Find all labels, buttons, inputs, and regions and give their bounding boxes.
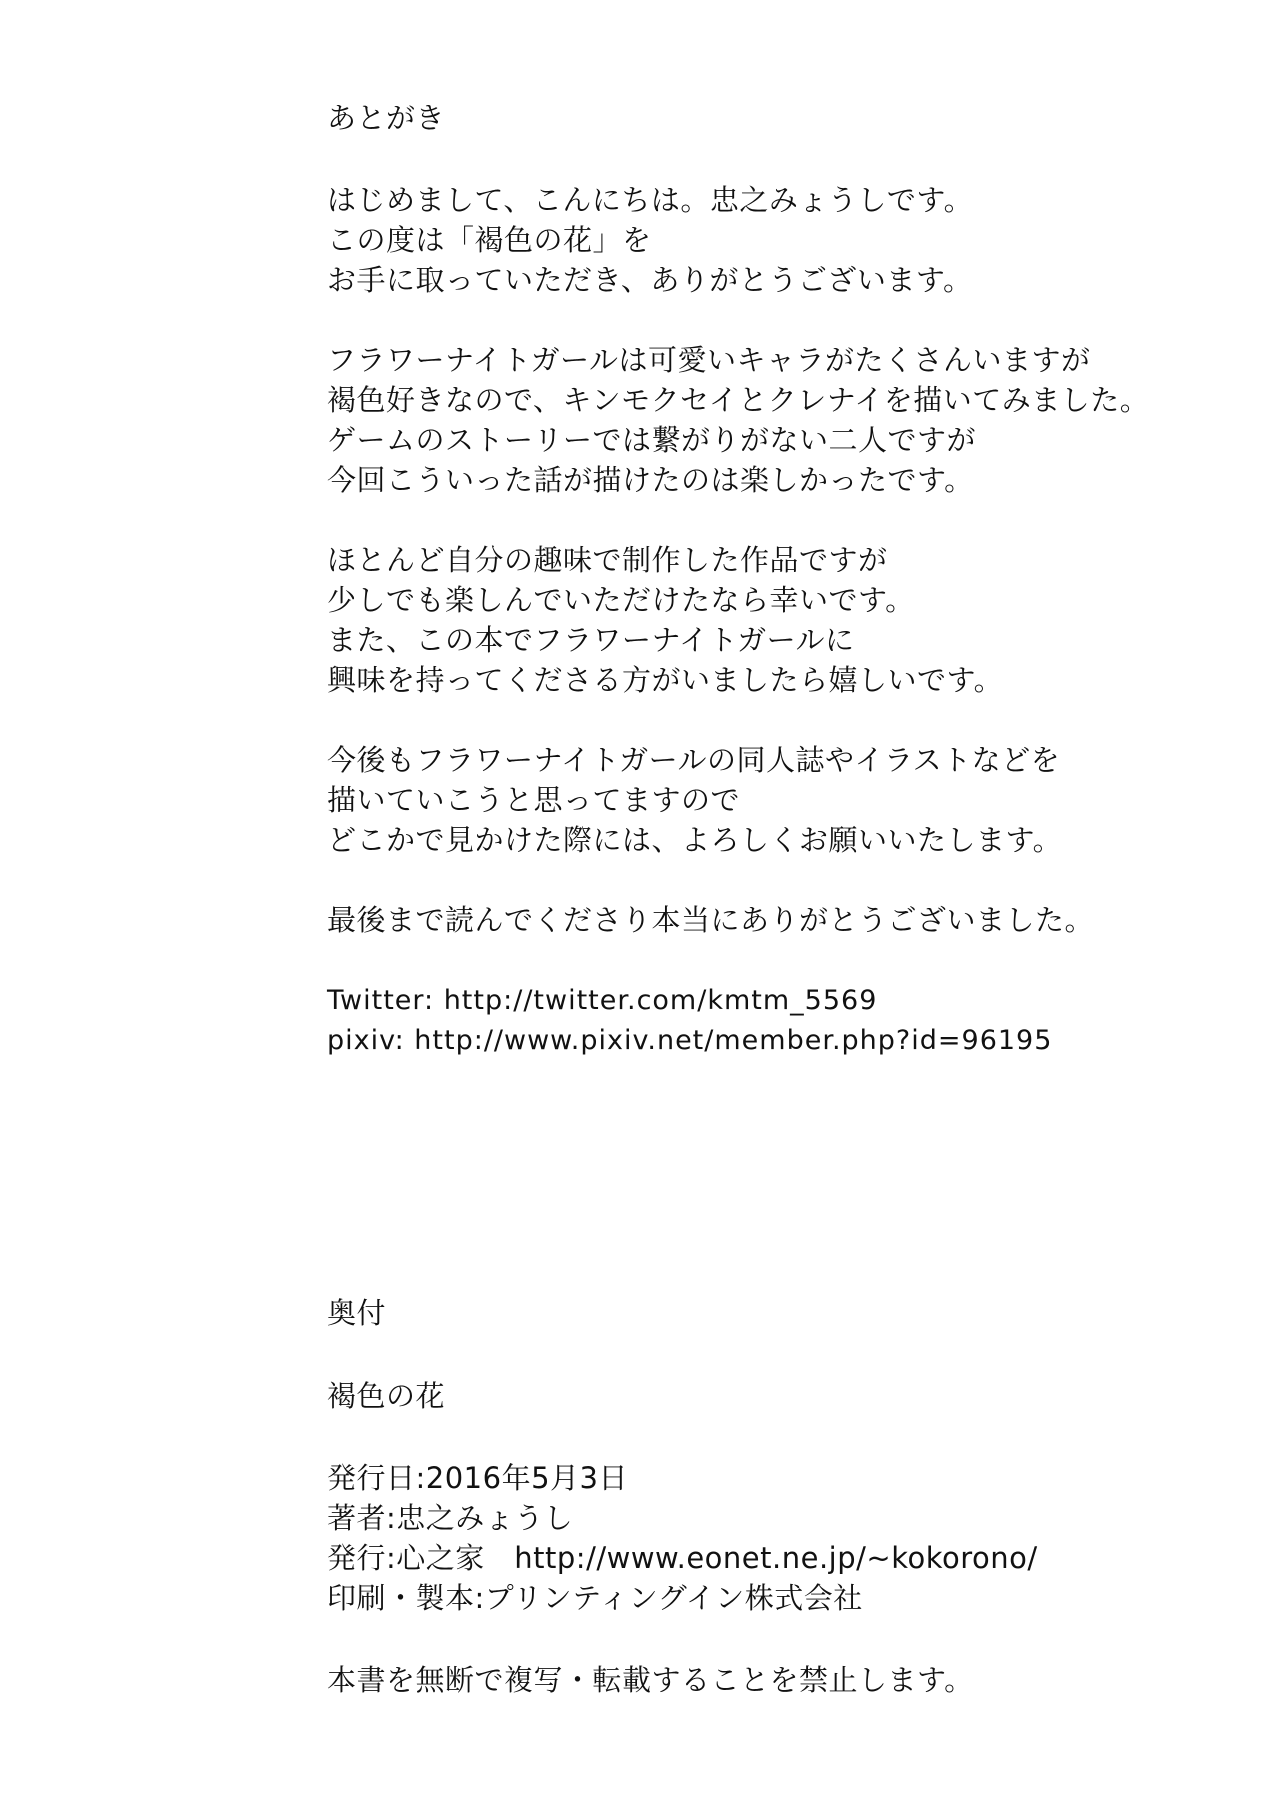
afterword-line: 今回こういった話が描けたのは楽しかったです。	[327, 463, 974, 497]
afterword-line: ほとんど自分の趣味で制作した作品ですが	[327, 543, 888, 577]
afterword-line: 褐色好きなので、キンモクセイとクレナイを描いてみました。	[327, 383, 1150, 417]
colophon-printer: 印刷・製本:プリンティングイン株式会社	[327, 1581, 863, 1615]
afterword-line: 興味を持ってくださる方がいましたら嬉しいです。	[327, 663, 1004, 697]
colophon-title: 褐色の花	[327, 1379, 446, 1413]
afterword-line: フラワーナイトガールは可愛いキャラがたくさんいますが	[327, 343, 1091, 377]
colophon-publish-date: 発行日:2016年5月3日	[327, 1461, 628, 1495]
afterword-line: はじめまして、こんにちは。忠之みょうしです。	[327, 183, 974, 217]
twitter-link-text: Twitter: http://twitter.com/kmtm_5569	[327, 985, 878, 1016]
afterword-line: どこかで見かけた際には、よろしくお願いいたします。	[327, 823, 1063, 857]
colophon-notice: 本書を無断で複写・転載することを禁止します。	[327, 1663, 974, 1697]
colophon-heading: 奥付	[327, 1296, 387, 1330]
afterword-heading: あとがき	[327, 101, 446, 135]
colophon-author: 著者:忠之みょうし	[327, 1501, 574, 1535]
afterword-line: 描いていこうと思ってますので	[327, 783, 741, 817]
colophon-publisher: 発行:心之家 http://www.eonet.ne.jp/~kokorono/	[327, 1541, 1038, 1575]
afterword-line: この度は「褐色の花」を	[327, 223, 652, 257]
afterword-line: 今後もフラワーナイトガールの同人誌やイラストなどを	[327, 743, 1061, 777]
pixiv-link-text: pixiv: http://www.pixiv.net/member.php?id=96195	[327, 1025, 1053, 1056]
afterword-closing: 最後まで読んでくださり本当にありがとうございました。	[327, 903, 1095, 937]
afterword-line: お手に取っていただき、ありがとうございます。	[327, 263, 973, 297]
afterword-line: 少しでも楽しんでいただけたなら幸いです。	[327, 583, 915, 617]
afterword-line: また、この本でフラワーナイトガールに	[327, 623, 855, 657]
afterword-line: ゲームのストーリーでは繋がりがない二人ですが	[327, 423, 977, 457]
